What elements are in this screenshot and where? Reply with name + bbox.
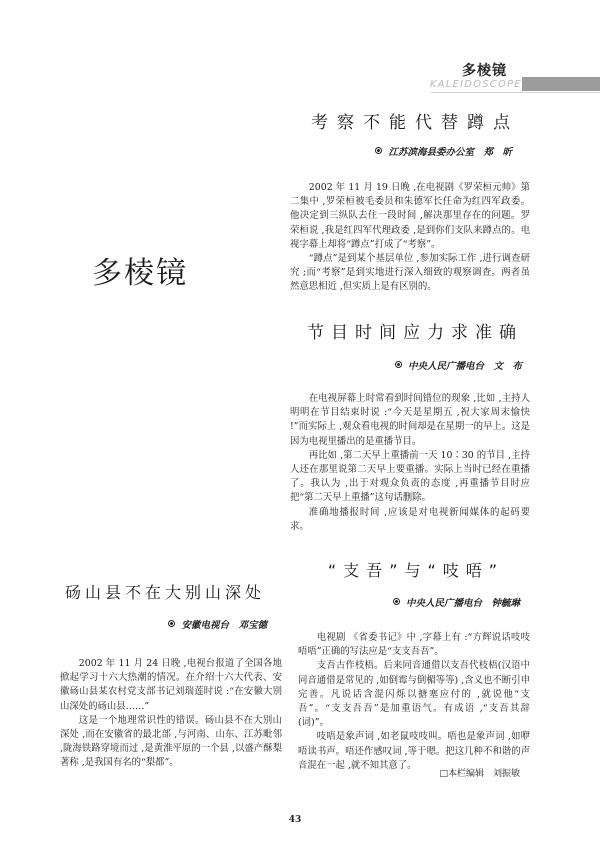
article-title: 砀山县不在大别山深处: [64, 583, 265, 602]
section-header-subtitle: KALEIDOSCOPE: [430, 79, 522, 90]
bullet-icon: [168, 620, 175, 627]
article-title: 考察不能代替蹲点: [311, 113, 519, 133]
paragraph: 再比如 ,第二天早上重播前一天 10∶30 的节目 ,主持人还在那里说第二天早上要重播。实际上当时已经在重播了。我认为 ,出于对观众负责的态度 ,再重播节目时应把“第二天早上重播”这句话删除。: [290, 449, 530, 504]
article-byline: [300, 595, 520, 609]
section-big-title: 多棱镜: [92, 256, 188, 291]
paragraph: 准确地播报时间 ,应该是对电视新闻媒体的起码要求。: [290, 506, 530, 532]
article-byline: [300, 144, 512, 158]
header-rule: [430, 92, 600, 93]
byline-text: 中央人民广播电台 文 布: [407, 361, 522, 372]
page-number: 43: [288, 815, 302, 825]
article-title: “支吾”与“吱唔”: [327, 561, 505, 580]
byline-text: 江苏滨海县委办公室 郑 昕: [388, 147, 512, 158]
article-body: [290, 181, 530, 297]
article-body: [298, 631, 530, 771]
article-byline: [300, 358, 522, 372]
paragraph: 吱唔是象声词 ,如老鼠吱吱叫。唔也是象声词 ,如咿唔读书声。唔还作感叹词 ,等于嗯。把这几种不和谐的声音混在一起 ,就不知其意了。: [298, 731, 530, 771]
paragraph: 这是一个地理常识性的错误。砀山县不在大别山深处 ,而在安徽省的最北部 ,与河南、山东、江苏毗邻 ,陇海铁路穿境而过 ,是黄淮平原的一个县 ,以盛产酥梨著称 ,是我国有名的“梨都”。: [60, 714, 282, 769]
byline-text: 安徽电视台 邓宝德: [181, 620, 267, 631]
byline-text: 中央人民广播电台 钟毓琳: [405, 598, 520, 609]
section-header-title: 多棱镜: [462, 63, 507, 79]
article-title: 节目时间应力求准确: [307, 323, 523, 343]
paragraph: 2002 年 11 月 24 日晚 ,电视台报道了全国各地掀起学习十六大热潮的情况。在介绍十六大代表、安徽砀山县某农村党支部书记刘瑞莲时说 :“在安徽大别山深处的砀山县……”: [60, 658, 282, 712]
bullet-icon: [395, 361, 402, 368]
paragraph: 在电视屏幕上时常看到时间错位的现象 ,比如 ,主持人明明在节目结束时说 :“今天是星期五 ,祝大家周末愉快 !”而实际上 ,观众看电视的时间却是在星期一的早上。这是因为电视里播出的是重播节目。: [290, 393, 530, 447]
bullet-icon: [375, 147, 382, 154]
article-body: [290, 392, 530, 538]
paragraph: “蹲点”是到某个基层单位 ,参加实际工作 ,进行调查研究 ;而“考察”是到实地进行深入细致的观察调查。两者虽然意思相近 ,但实质上是有区别的。: [290, 253, 530, 293]
bullet-icon: [393, 598, 400, 605]
header-bar: [522, 77, 600, 91]
paragraph: 电视剧 《省委书记》中 ,字幕上有 :“方辉说话吱吱唔唔”正确的写法应是“支支吾吾”。: [298, 632, 530, 658]
paragraph: 支吾古作枝梧。后来同音通借以支吾代枝梧(汉语中同音通借是常见的 ,如倒霉与倒楣等等) ,含义也不断引申完善。凡说话含混闪烁以搪塞应付的 ,就说他“支吾”。“支支吾吾”是加重语气。有成语 ,“支吾其辞(词)”。: [298, 660, 530, 729]
editor-note: □本栏编辑 刘振敏: [439, 769, 520, 779]
article-byline: [55, 617, 267, 631]
article-body: [60, 657, 282, 773]
paragraph: 2002 年 11 月 19 日晚 ,在电视剧《罗荣桓元帅》第二集中 ,罗荣桓被毛委员和朱德军长任命为红四军政委。他决定到三纵队去住一段时间 ,解决那里存在的问题。罗荣桓说 ,我是红四军代理政委 ,是到你们支队来蹲点的。电视字幕上却将“蹲点”打成了“考察”。: [290, 182, 530, 250]
